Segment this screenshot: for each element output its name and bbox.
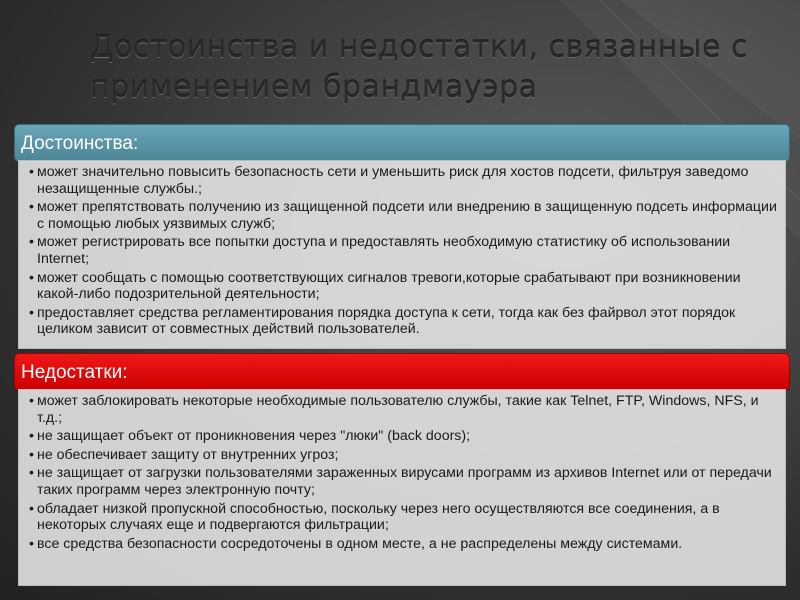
bullet-icon: • bbox=[29, 465, 34, 482]
advantages-item-3 bbox=[29, 234, 779, 267]
disadvantages-item-text: все средства безопасности сосредоточены в одном месте, а не распределены между системами. bbox=[37, 535, 683, 552]
advantages-panel bbox=[18, 160, 786, 349]
bullet-icon: • bbox=[29, 234, 34, 251]
slide-title bbox=[90, 28, 780, 108]
disadvantages-item-text: не защищает объект от проникновения через "люки" (back doors); bbox=[37, 428, 471, 445]
slide-title-line-2: применением брандмауэра bbox=[90, 70, 538, 105]
disadvantages-item-6 bbox=[29, 536, 779, 553]
advantages-item-4 bbox=[29, 270, 779, 303]
bullet-icon: • bbox=[29, 446, 34, 463]
bullet-icon: • bbox=[29, 428, 34, 445]
advantages-item-text: может значительно повысить безопасность сети и уменьшить риск для хостов подсети, фильтруя заведомо незащищенные службы.; bbox=[37, 164, 749, 197]
bullet-icon: • bbox=[29, 269, 34, 286]
advantages-item-text: может сообщать с помощью соответствующих сигналов тревоги,которые срабатывают при возникновении какой-либо подозрительной деятельности; bbox=[37, 269, 741, 303]
disadvantages-item-5 bbox=[29, 501, 779, 534]
advantages-item-text: предоставляет средства регламентирования порядка доступа к сети, тогда как без файрвол этот порядок целиком зависит от совместных действий пользователей. bbox=[37, 304, 736, 338]
disadvantages-item-3 bbox=[29, 447, 779, 464]
advantages-list bbox=[29, 164, 779, 338]
disadvantages-item-text: обладает низкой пропускной способностью, поскольку через него осуществляются все соединения, а в некоторых случаях еще и подвергаются фильтрации; bbox=[37, 500, 720, 534]
advantages-item-text: может регистрировать все попытки доступа и предоставлять необходимую статистику об использовании Internet; bbox=[37, 234, 731, 267]
disadvantages-item-text: не защищает от загрузки пользователями зараженных вирусами программ из архивов Internet или от передачи таких программ через электронную почту; bbox=[37, 465, 772, 498]
disadvantages-item-1 bbox=[29, 393, 779, 426]
disadvantages-item-4 bbox=[29, 465, 779, 498]
advantages-item-2 bbox=[29, 199, 779, 232]
disadvantages-item-text: может заблокировать некоторые необходимые пользователю службы, такие как Telnet, FTP, Windows, NFS, и т.д.; bbox=[37, 393, 759, 426]
advantages-header: Достоинства: bbox=[14, 124, 790, 162]
bullet-icon: • bbox=[29, 199, 34, 216]
disadvantages-panel bbox=[18, 389, 786, 586]
bullet-icon: • bbox=[29, 304, 34, 321]
disadvantages-item-text: не обеспечивает защиту от внутренних угроз; bbox=[37, 446, 339, 463]
bullet-icon: • bbox=[29, 500, 34, 517]
disadvantages-item-2 bbox=[29, 428, 779, 445]
disadvantages-header: Недостатки: bbox=[14, 353, 790, 391]
bullet-icon: • bbox=[29, 535, 34, 552]
advantages-item-1 bbox=[29, 164, 779, 197]
advantages-item-5 bbox=[29, 305, 779, 338]
bullet-icon: • bbox=[29, 393, 34, 409]
slide-title-line-1: Достоинства и недостатки, связанные с bbox=[90, 30, 748, 65]
advantages-item-text: может препятствовать получению из защищенной подсети или внедрению в защищенную подсеть информации с помощью любых уязвимых служб; bbox=[37, 199, 777, 232]
disadvantages-list bbox=[29, 393, 779, 552]
bullet-icon: • bbox=[29, 164, 34, 180]
